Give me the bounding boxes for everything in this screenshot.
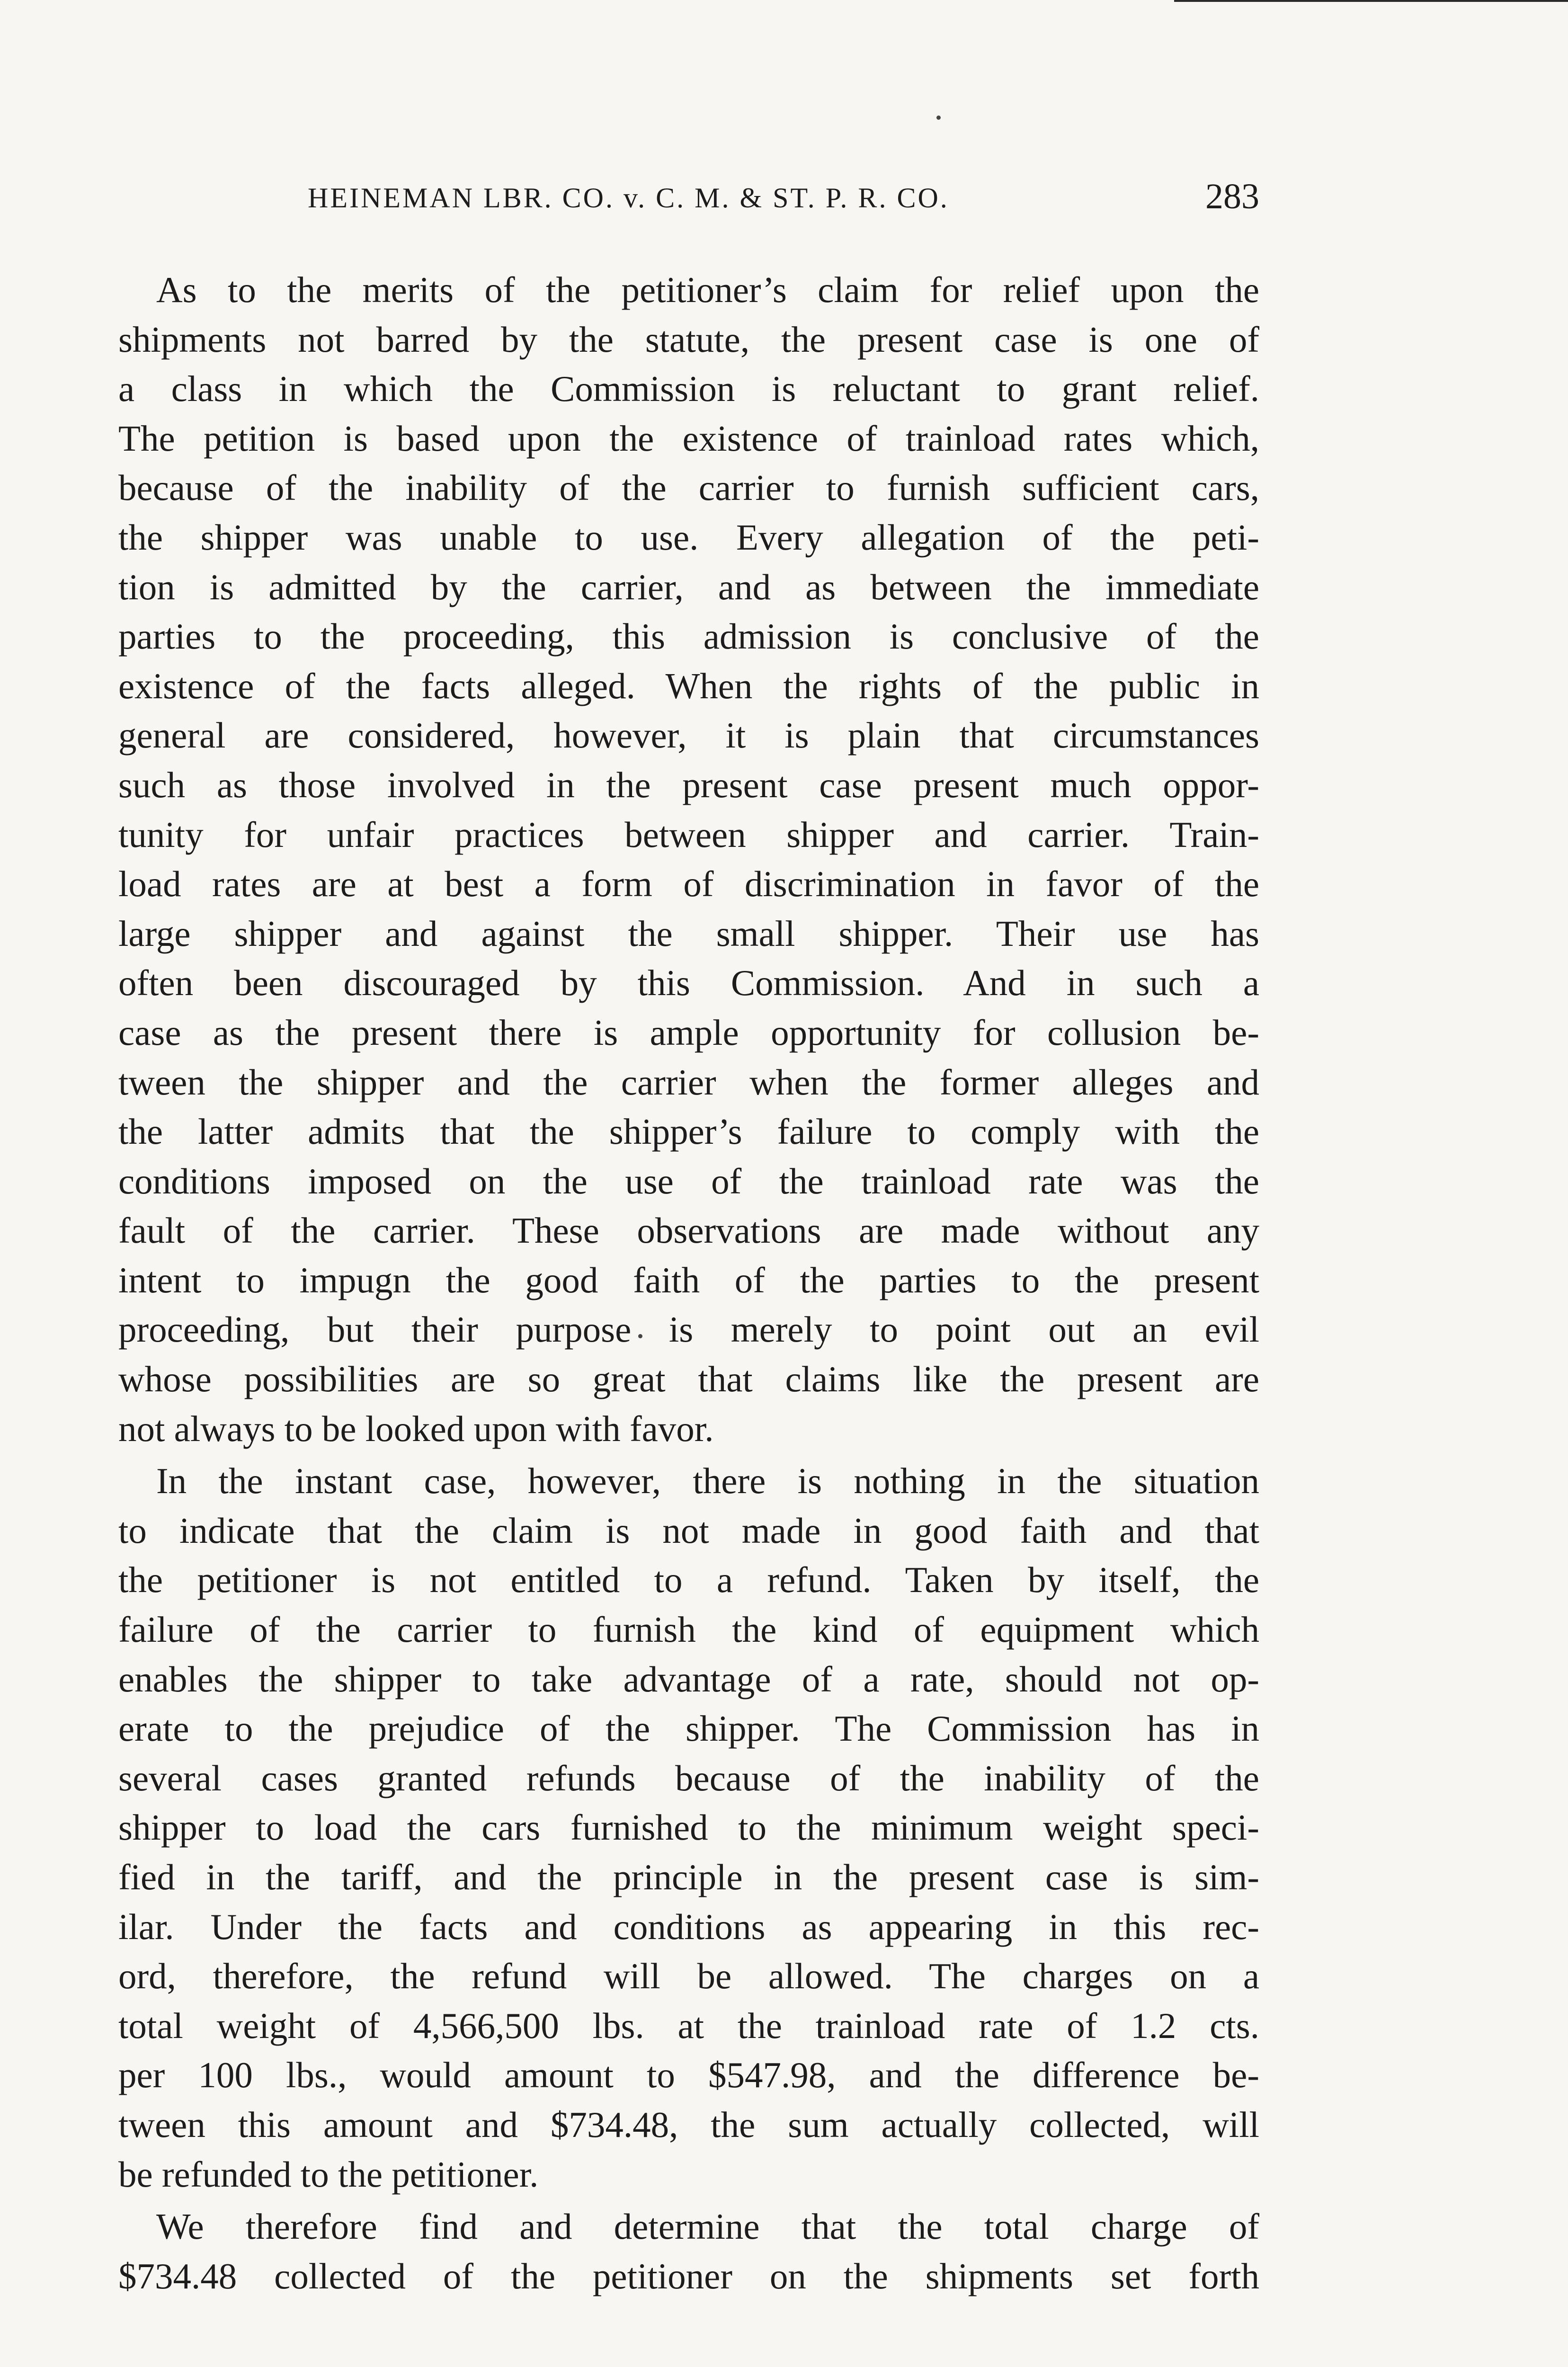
text-line: In the instant case, however, there is nothing in the situation [156, 1460, 1259, 1502]
text-line: the petitioner is not entitled to a refund. Taken by itself, the [118, 1559, 1259, 1601]
text-line: existence of the facts alleged. When the rights of the public in [118, 665, 1259, 706]
text-line: a class in which the Commission is reluctant to grant relief. [118, 368, 1259, 409]
text-line: often been discouraged by this Commission. And in such a [118, 962, 1259, 1004]
paragraph [118, 265, 1259, 1453]
text-line: We therefore find and determine that the total charge of [156, 2206, 1259, 2247]
text-line: the shipper was unable to use. Every allegation of the peti- [118, 516, 1259, 558]
text-line: $734.48 collected of the petitioner on the shipments set forth [118, 2255, 1259, 2296]
text-line: proceeding, but their purpose is merely to point out an evil [118, 1309, 1259, 1350]
text-line: large shipper and against the small shipper. Their use has [118, 913, 1259, 954]
text-line: to indicate that the claim is not made in good faith and that [118, 1510, 1259, 1551]
running-head [118, 176, 1259, 233]
text-line: because of the inability of the carrier to furnish sufficient cars, [118, 467, 1259, 508]
text-line: ord, therefore, the refund will be allowed. The charges on a [118, 1956, 1259, 1997]
text-line: failure of the carrier to furnish the kind of equipment which [118, 1609, 1259, 1650]
paragraph [118, 2202, 1259, 2301]
text-line: the latter admits that the shipper’s failure to comply with the [118, 1111, 1259, 1152]
text-line: The petition is based upon the existence of trainload rates which, [118, 418, 1259, 459]
text-line: whose possibilities are so great that claims like the present are [118, 1359, 1259, 1400]
text-line: per 100 lbs., would amount to $547.98, and the difference be- [118, 2055, 1259, 2096]
page-top-rule [1174, 0, 1568, 2]
text-line: shipper to load the cars furnished to the minimum weight speci- [118, 1807, 1259, 1848]
text-line: be refunded to the petitioner. [118, 2153, 539, 2195]
text-line: such as those involved in the present case present much oppor- [118, 764, 1259, 805]
text-line: tween the shipper and the carrier when the former alleges and [118, 1061, 1259, 1103]
text-line: enables the shipper to take advantage of a rate, should not op- [118, 1658, 1259, 1700]
text-line: tunity for unfair practices between shipper and carrier. Train- [118, 814, 1259, 855]
text-line: tion is admitted by the carrier, and as between the immediate [118, 566, 1259, 607]
text-line: fault of the carrier. These observations are made without any [118, 1210, 1259, 1251]
text-line: general are considered, however, it is plain that circumstances [118, 715, 1259, 756]
page-number: 283 [1205, 177, 1259, 216]
text-line: fied in the tariff, and the principle in the present case is sim- [118, 1857, 1259, 1897]
text-line: erate to the prejudice of the shipper. The Commission has in [118, 1708, 1259, 1749]
print-speck [936, 116, 941, 120]
paragraph [118, 1456, 1259, 2199]
text-line: intent to impugn the good faith of the parties to the present [118, 1259, 1259, 1300]
text-line: total weight of 4,566,500 lbs. at the trainload rate of 1.2 cts. [118, 2005, 1259, 2046]
text-line: tween this amount and $734.48, the sum actually collected, will [118, 2104, 1259, 2145]
text-line: shipments not barred by the statute, the present case is one of [118, 319, 1259, 360]
text-line: ilar. Under the facts and conditions as appearing in this rec- [118, 1906, 1259, 1947]
text-line: several cases granted refunds because of the inability of the [118, 1757, 1259, 1798]
text-line: case as the present there is ample opportunity for collusion be- [118, 1012, 1259, 1053]
text-line: parties to the proceeding, this admission is conclusive of the [118, 616, 1259, 657]
body-text [118, 265, 1259, 2301]
text-line: As to the merits of the petitioner’s claim for relief upon the [156, 269, 1259, 310]
text-line: not always to be looked upon with favor. [118, 1408, 714, 1449]
text-line: load rates are at best a form of discrimination in favor of the [118, 863, 1259, 905]
text-line: conditions imposed on the use of the trainload rate was the [118, 1160, 1259, 1201]
running-title: HEINEMAN LBR. CO. v. C. M. & ST. P. R. CO. [308, 182, 949, 214]
